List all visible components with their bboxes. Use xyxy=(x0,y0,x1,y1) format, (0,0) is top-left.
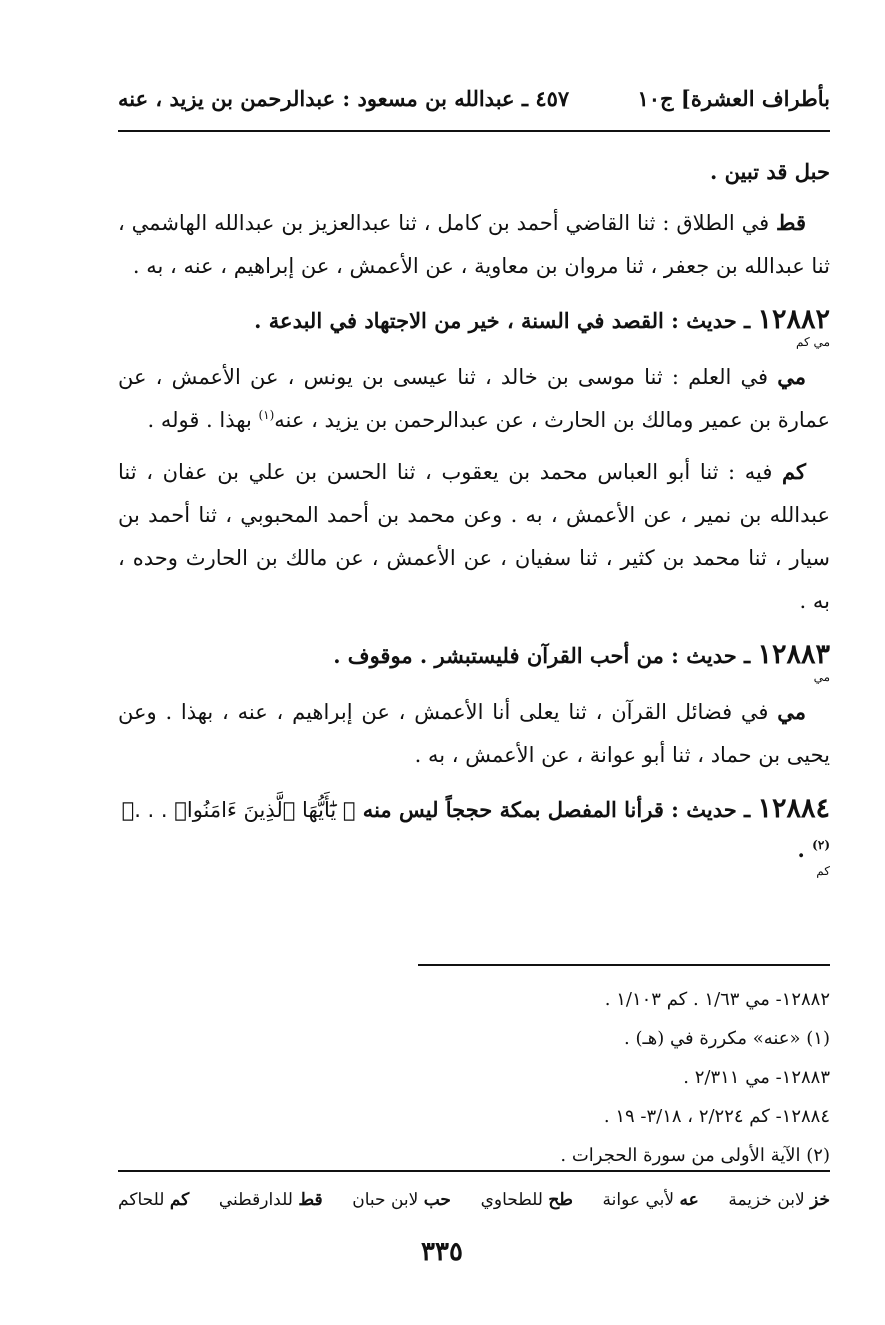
hadith-heading-12884 xyxy=(118,789,830,878)
source-code: كم xyxy=(782,459,806,484)
footnote-line: ١٢٨٨٤- كم ٢/٢٢٤ ، ٣/١٨- ١٩ . xyxy=(603,1106,830,1127)
footnote-line: ١٢٨٨٣- مي ٢/٣١١ . xyxy=(683,1067,830,1088)
hadith-number: ١٢٨٨٢ xyxy=(757,304,830,335)
quran-quote: ﴿ يَٰٓأَيُّهَا ٱلَّذِينَ ءَامَنُوا۟ . . .﴾ xyxy=(121,798,356,822)
hadith-number: ١٢٨٨٣ xyxy=(757,639,830,670)
source-code: مي xyxy=(777,364,806,389)
hadith-text-end: . xyxy=(797,837,813,862)
abbreviation-item: خز لابن خزيمة xyxy=(728,1190,830,1210)
source-paragraph-km xyxy=(118,450,830,623)
source-code: مي xyxy=(777,699,806,724)
abbreviation-item: قط للدارقطني xyxy=(218,1190,323,1210)
continuation-line: حبل قد تبين . xyxy=(709,159,830,184)
hadith-text: ـ حديث : القصد في السنة ، خير من الاجتهاد في البدعة . xyxy=(254,308,758,333)
footnote-line: ١٢٨٨٢- مي ١/٦٣ . كم ١/١٠٣ . xyxy=(604,989,830,1010)
source-paragraph-mi-2 xyxy=(118,690,830,777)
source-text-end: بهذا . قوله . xyxy=(147,408,259,432)
hadith-sigla: مي كم xyxy=(796,335,830,349)
abbreviation-item: طح للطحاوي xyxy=(480,1190,573,1210)
hadith-heading-12883 xyxy=(118,635,830,684)
hadith-text: ـ حديث : من أحب القرآن فليستبشر . موقوف . xyxy=(333,643,758,668)
hadith-text: ـ حديث : قرأنا المفصل بمكة حججاً ليس منه xyxy=(355,797,758,822)
source-paragraph-qt xyxy=(118,201,830,288)
running-header xyxy=(118,78,830,118)
abbreviations-rule xyxy=(118,1170,830,1172)
source-paragraph-mi xyxy=(118,355,830,442)
source-text: فيه : ثنا أبو العباس محمد بن يعقوب ، ثنا الحسن بن علي بن عفان ، ثنا عبدالله بن نمير ، عن الأعمش ، به . وعن محمد بن أحمد المحبوبي ، ثنا أحمد بن سيار ، ثنا محمد بن كثير ، ثنا سفيان ، عن الأعمش ، عن مالك بن الحارث وحده ، به . xyxy=(118,460,830,613)
source-code: قط xyxy=(776,210,806,235)
header-volume-title: بأطراف العشرة] ج١٠ xyxy=(637,85,830,111)
source-text: في فضائل القرآن ، ثنا يعلى أنا الأعمش ، عن إبراهيم ، عنه ، بهذا . وعن يحيى بن حماد ، ثنا أبو عوانة ، عن الأعمش ، به . xyxy=(118,700,830,767)
abbreviation-item: عه لأبي عوانة xyxy=(602,1190,699,1210)
page-number: ٣٣٥ xyxy=(421,1237,463,1267)
hadith-sigla: كم xyxy=(816,864,830,878)
footnote-line: (١) «عنه» مكررة في (هـ) . xyxy=(624,1028,830,1049)
source-text: في الطلاق : ثنا القاضي أحمد بن كامل ، ثنا عبدالعزيز بن عبدالله الهاشمي ، ثنا عبدالله بن جعفر ، ثنا مروان بن معاوية ، عن الأعمش ، عن إبراهيم ، عنه ، به . xyxy=(118,211,830,278)
hadith-number: ١٢٨٨٤ xyxy=(757,793,830,824)
source-text: في العلم : ثنا موسى بن خالد ، ثنا عيسى بن يونس ، عن الأعمش ، عن عمارة بن عمير ومالك بن الحارث ، عن عبدالرحمن بن يزيد ، عنه xyxy=(118,365,830,432)
footnote-rule xyxy=(418,964,830,966)
header-rule xyxy=(118,130,830,132)
hadith-sigla: مي xyxy=(813,670,830,684)
footnote-marker: (٢) xyxy=(812,838,830,852)
header-chapter-title: ٤٥٧ ـ عبدالله بن مسعود : عبدالرحمن بن يزيد ، عنه xyxy=(118,85,570,111)
abbreviation-item: كم للحاكم xyxy=(118,1190,190,1210)
footnote-line: (٢) الآية الأولى من سورة الحجرات . xyxy=(560,1145,830,1166)
hadith-heading-12882 xyxy=(118,300,830,349)
footnotes xyxy=(418,980,830,1175)
footnote-marker: (١) xyxy=(258,408,275,422)
abbreviations-key xyxy=(118,1182,830,1218)
main-text xyxy=(118,150,830,884)
abbreviation-item: حب لابن حبان xyxy=(352,1190,451,1210)
